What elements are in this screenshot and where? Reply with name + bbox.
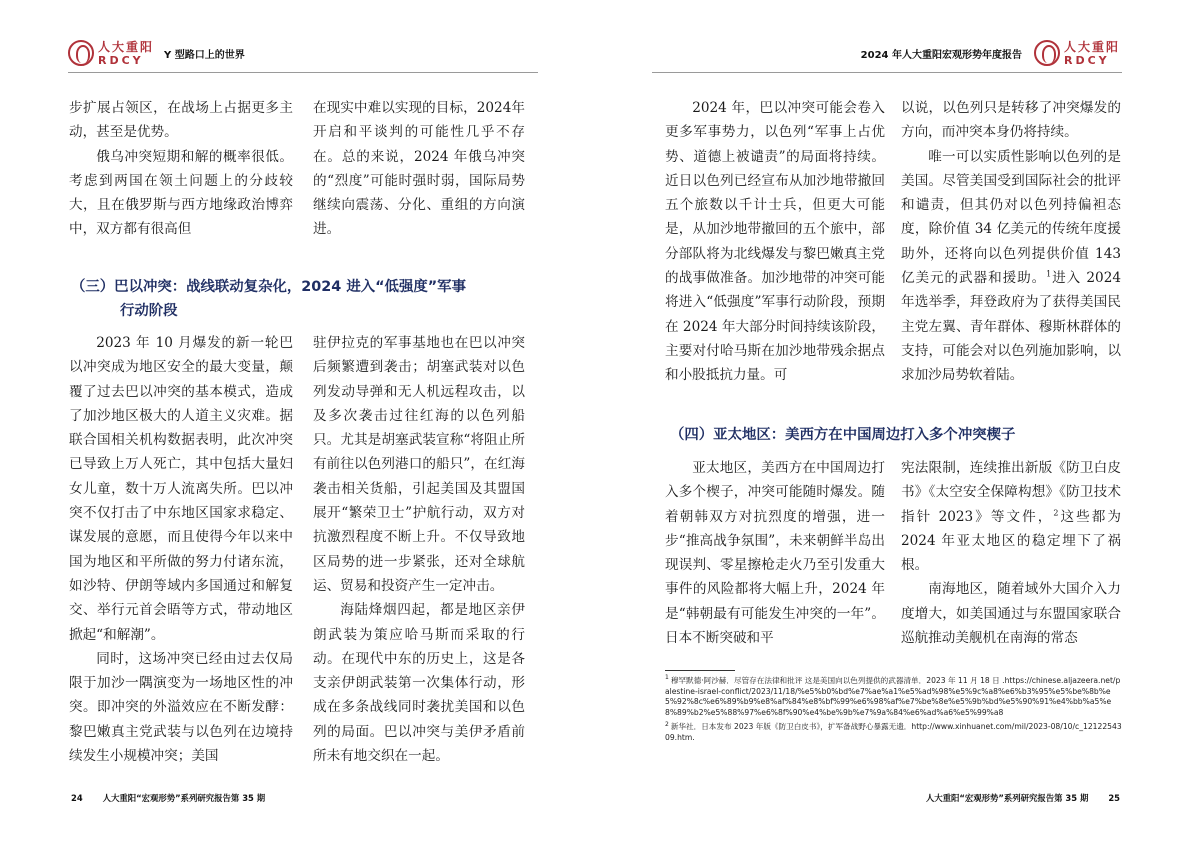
right-col4-body (901, 456, 1121, 650)
section-3-heading (71, 275, 531, 323)
footnote-ref: 1 (1046, 269, 1052, 279)
paragraph: 同时，这场冲突已经由过去仅局限于加沙一隅演变为一场地区性的冲突。即冲突的外溢效应在不断发酵：黎巴嫩真主党武装与以色列在边境持续发生小规模冲突；美国 (69, 650, 293, 765)
footnote-ref: 2 (1053, 508, 1059, 518)
right-col3-top (665, 96, 885, 388)
page-number: 25 (1108, 793, 1120, 803)
left-header-title: Y 型路口上的世界 (164, 49, 245, 61)
left-col2-top (313, 96, 525, 242)
footnote-text: 新华社．日本发布 2023 年版《防卫白皮书》，扩军备战野心暴露无遗．http://www.xinhuanet.com/mil/2023-08/10/c_1212254309.htm. (665, 722, 1122, 742)
right-header-rule (652, 72, 1122, 73)
page-number: 24 (71, 793, 83, 803)
section-3-heading-line2: 行动阶段 (120, 303, 178, 319)
section-3-heading-line1: （三）巴以冲突：战线联动复杂化，2024 进入“低强度”军事 (71, 279, 466, 295)
paragraph-text: 唯一可以实质性影响以色列的是美国。尽管美国受到国际社会的批评和谴责，但其仍对以色列持偏袒态度，除价值 34 亿美元的传统年度援助外，还将向以色列提供价值 143 亿美元的武器和援助。 (901, 148, 1121, 287)
paragraph-text: 宪法限制，连续推出新版《防卫白皮书》《太空安全保障构想》《防卫技术指针 2023》等文件， (901, 460, 1121, 525)
right-header-title: 2024 年人大重阳宏观形势年度报告 (860, 49, 1022, 61)
footnote-number: 2 (665, 720, 669, 728)
rdcy-seal-icon (1034, 40, 1060, 66)
series-title: 人大重阳“宏观形势”系列研究报告第 35 期 (925, 793, 1089, 803)
paragraph: 俄乌冲突短期和解的概率很低。考虑到两国在领土问题上的分歧较大，且在俄罗斯与西方地缘政治博弈中，双方都有很高但 (69, 148, 293, 238)
paragraph: 步扩展占领区，在战场上占据更多主动，甚至是优势。 (69, 100, 293, 141)
rdcy-logo-right (1034, 40, 1120, 66)
paragraph: 以说，以色列只是转移了冲突爆发的方向，而冲突本身仍将持续。 (901, 100, 1121, 141)
paragraph (901, 145, 1121, 388)
footnote-text: 穆罕默德·阿沙赫．尽管存在法律和批评 这是美国向以色列提供的武器清单．2023 年 11 月 18 日 .https://chinese.aljazeera.net/palestine-israel-conflict/2023/11/18/%e5%b0%bd%e7%ae%a1%e5%ad%98%e5%9c%a8%e6%b3%95%e5%be%8b%e5%92%8c%e6%89%b9%e8%af%84%e8%bf%99%e6%98%af%e7%be%8e%e5%9b%bd%e5%90%91%e4%bb%a5%e8%89%b2%e5%88%97%e6%8f%90%e4%be%9b%e7%9a%84%e6%ad%a6%e5%99%a8 (665, 676, 1121, 717)
footnote-number: 1 (665, 674, 669, 682)
right-col3-body (665, 456, 885, 650)
series-title: 人大重阳“宏观形势”系列研究报告第 35 期 (102, 793, 266, 803)
paragraph-text: 进入 2024 年选举季，拜登政府为了获得美国民主党左翼、青年群体、穆斯林群体的支持，可能会对以色列施加影响，以求加沙局势软着陆。 (901, 270, 1121, 384)
paragraph-text: 这些都为 2024 年亚太地区的稳定埋下了祸根。 (901, 508, 1121, 574)
left-footer (71, 792, 265, 804)
left-col2-body (313, 331, 525, 768)
rdcy-seal-icon (68, 40, 94, 66)
paragraph (901, 456, 1121, 577)
right-footer (926, 792, 1120, 804)
paragraph: 南海地区，随着域外大国介入力度增大，如美国通过与东盟国家联合巡航推动美舰机在南海的常态 (901, 581, 1121, 647)
footnote (665, 676, 1122, 718)
right-header (861, 38, 1120, 68)
left-col1-top (69, 96, 293, 242)
paragraph: 亚太地区，美西方在中国周边打入多个楔子，冲突可能随时爆发。随着朝韩双方对抗烈度的增强，进一步“推高战争氛围”，未来朝鲜半岛出现误判、零星擦枪走火乃至引发重大事件的风险都将大幅上升，2024 年是“韩朝最有可能发生冲突的一年”。日本不断突破和平 (665, 460, 885, 647)
footnotes (665, 676, 1122, 748)
left-header (68, 38, 245, 68)
right-col4-top (901, 96, 1121, 388)
logo-cn-text: 人大重阳 (1063, 39, 1120, 54)
paragraph: 2024 年，巴以冲突可能会卷入更多军事势力，以色列“军事上占优势、道德上被谴责”的局面将持续。近日以色列已经宣布从加沙地带撤回五个旅数以千计士兵，但更大可能是，从加沙地带撤回的五个旅中，部分部队将为北线爆发与黎巴嫩真主党的战事做准备。加沙地带的冲突可能将进入“低强度”军事行动阶段，预期在 2024 年大部分时间持续该阶段，主要对付哈马斯在加沙地带残余据点和小股抵抗力量。可 (665, 100, 885, 384)
footnote (665, 722, 1122, 743)
rdcy-logo (68, 40, 154, 66)
left-col1-body (69, 331, 293, 768)
footnote-rule (665, 670, 735, 671)
paragraph: 驻伊拉克的军事基地也在巴以冲突后频繁遭到袭击；胡塞武装对以色列发动导弹和无人机远程攻击，以及多次袭击过往红海的以色列船只。尤其是胡塞武装宣称“将阻止所有前往以色列港口的船只”，在红海袭击相关货船，引起美国及其盟国展开“繁荣卫士”护航行动，双方对抗激烈程度不断上升。不仅导致地区局势的进一步紧张，还对全球航运、贸易和投资产生一定冲击。 (313, 335, 525, 594)
section-4-heading: （四）亚太地区：美西方在中国周边打入多个冲突楔子 (670, 427, 1016, 443)
left-header-rule (68, 72, 538, 73)
paragraph: 在现实中难以实现的目标，2024年开启和平谈判的可能性几乎不存在。总的来说，2024 年俄乌冲突的“烈度”可能时强时弱，国际局势继续向震荡、分化、重组的方向演进。 (313, 100, 525, 238)
logo-en-text: RDCY (98, 53, 144, 67)
paragraph: 海陆烽烟四起，都是地区亲伊朗武装为策应哈马斯而采取的行动。在现代中东的历史上，这是各支亲伊朗武装第一次集体行动，形成在多条战线同时袭扰美国和以色列的局面。巴以冲突与美伊矛盾前所未有地交织在一起。 (313, 602, 525, 765)
logo-cn-text: 人大重阳 (98, 39, 155, 54)
logo-en-text: RDCY (1063, 53, 1110, 67)
paragraph: 2023 年 10 月爆发的新一轮巴以冲突成为地区安全的最大变量，颠覆了过去巴以冲突的基本模式，造成了加沙地区极大的人道主义灾难。据联合国相关机构数据表明，此次冲突已导致上万人死亡，其中包括大量妇女儿童，数十万人流离失所。巴以冲突不仅打击了中东地区国家求稳定、谋发展的意愿，而且使得今年以来中国为地区和平所做的努力付诸东流，如沙特、伊朗等域内多国通过和解复交、举行元首会晤等方式，带动地区掀起“和解潮”。 (69, 335, 293, 643)
